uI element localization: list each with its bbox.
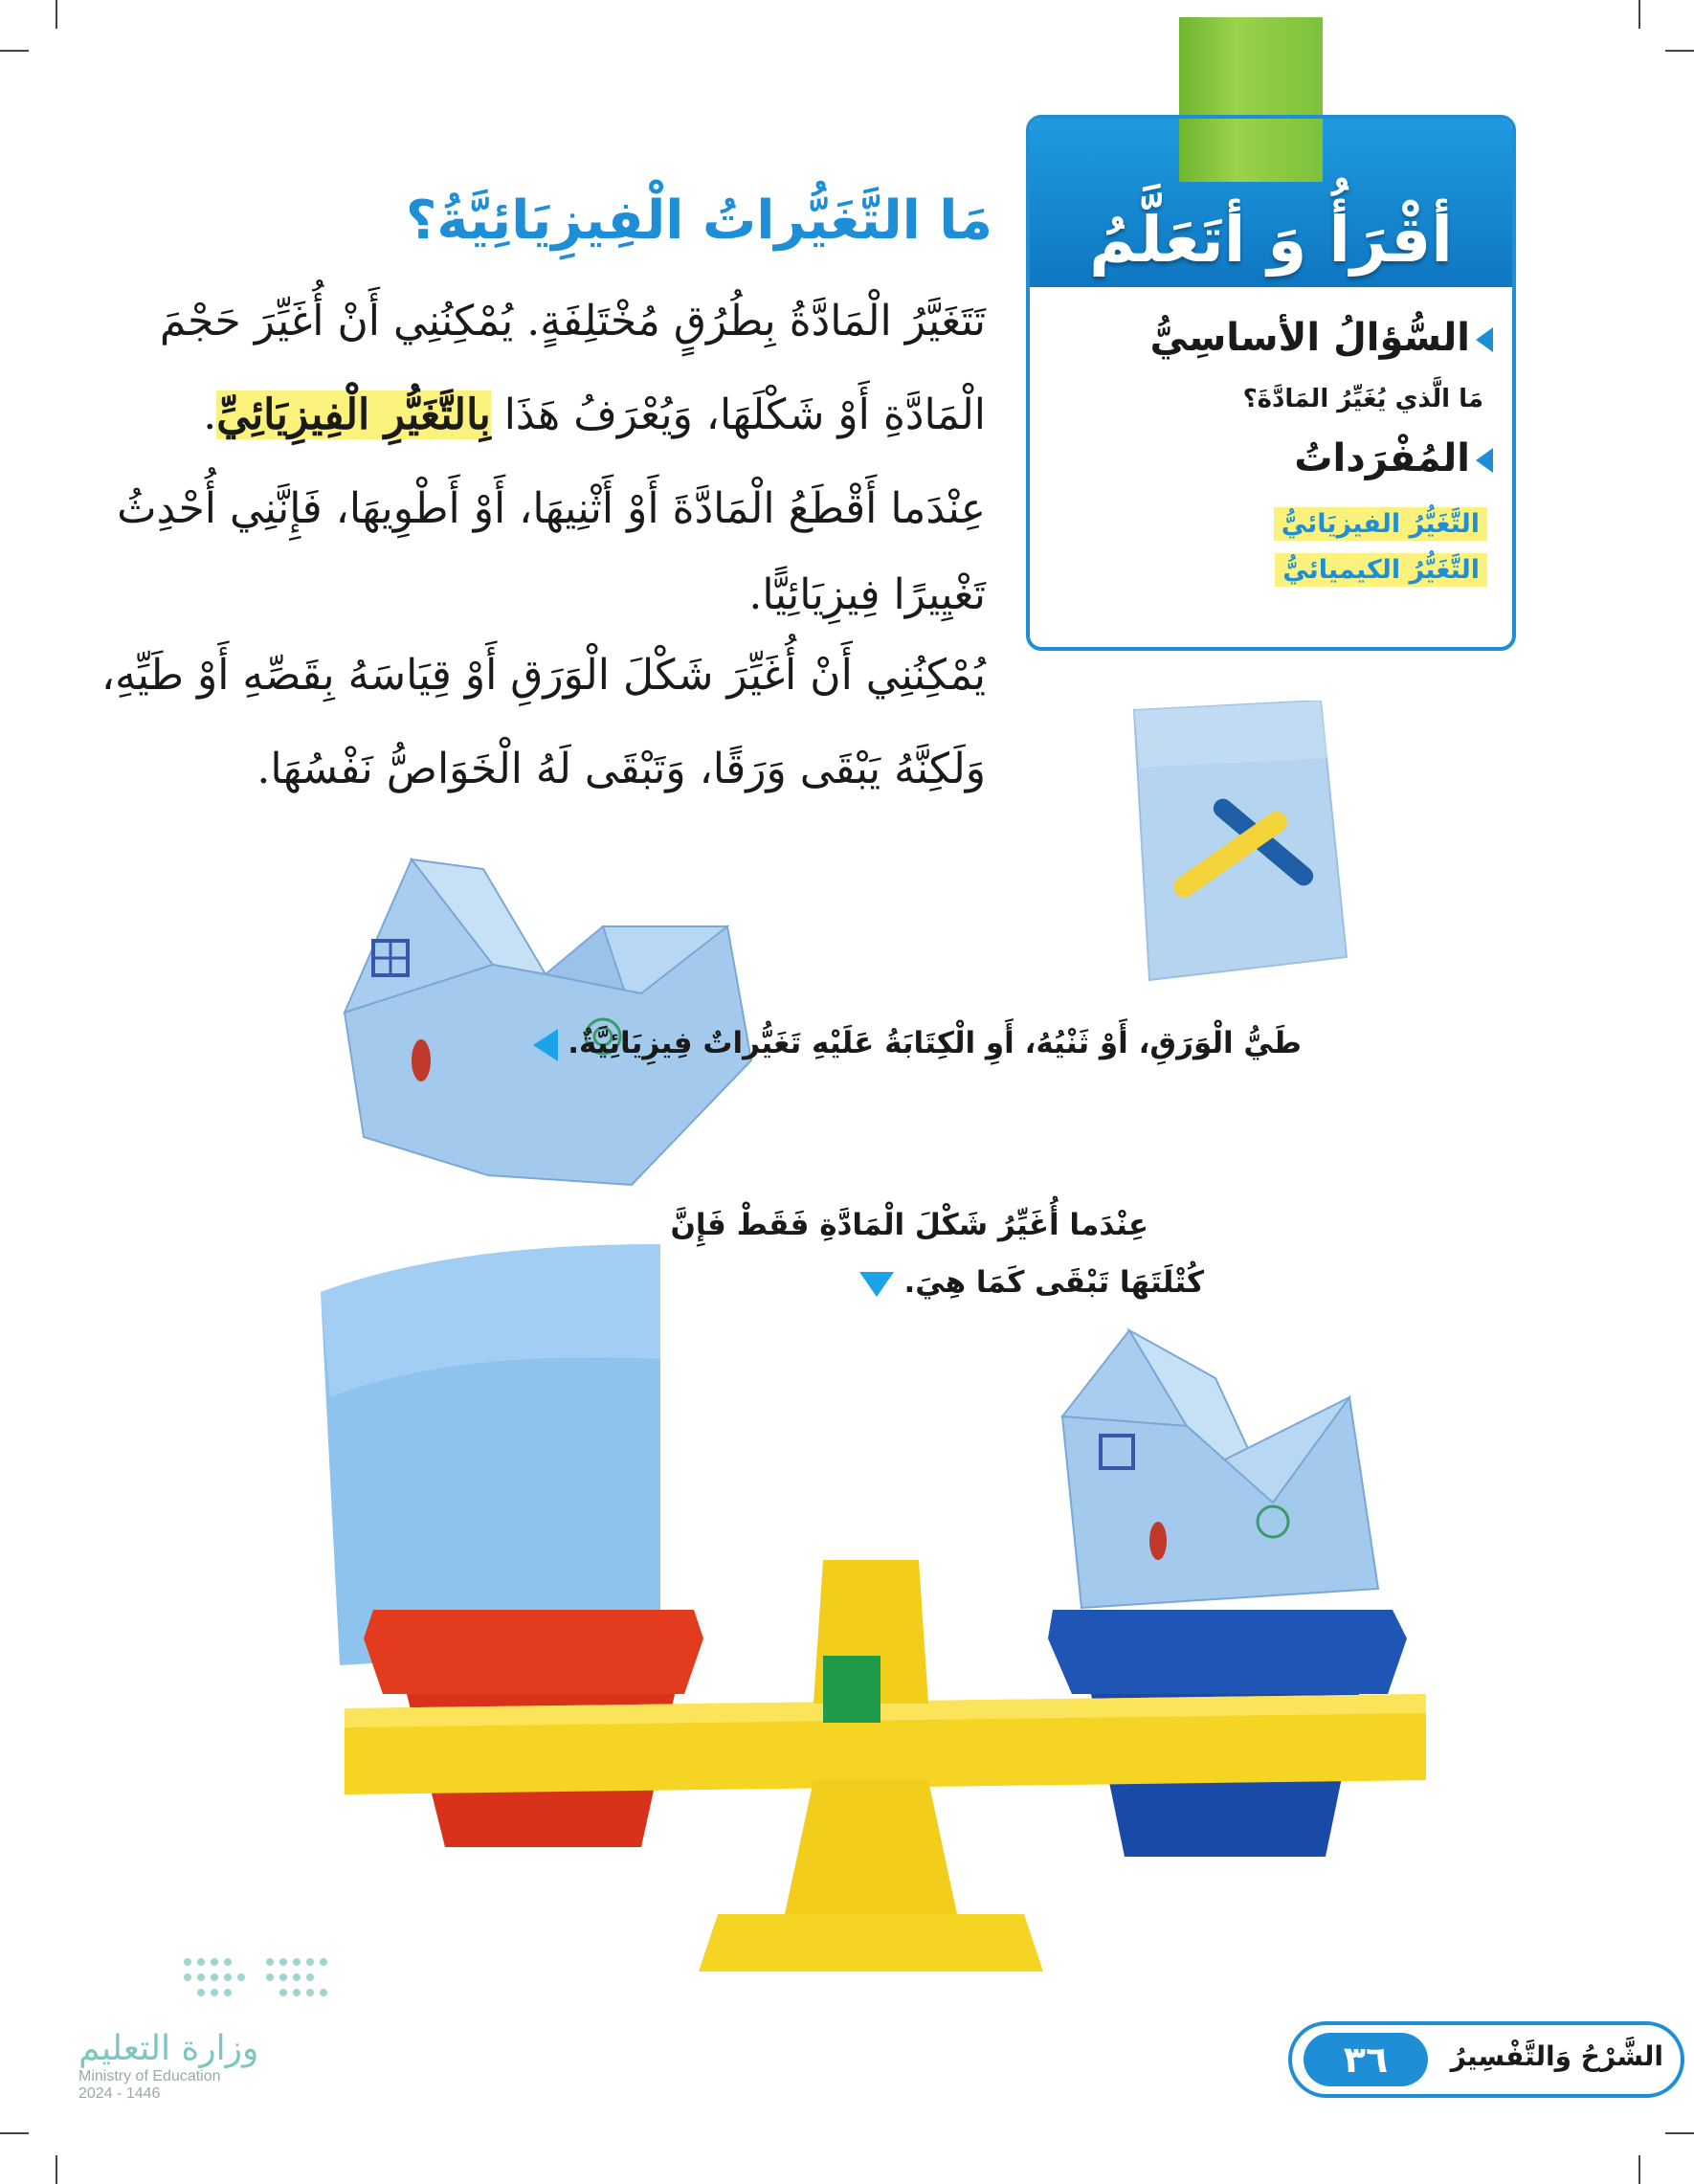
- paper-note-image: [1125, 701, 1354, 988]
- caption-mass-line1: عِنْدَما أُغَيِّرُ شَكْلَ الْمَادَّةِ فَقَطْ فَإِنَّ: [670, 1208, 1148, 1242]
- crop-mark: [1665, 2132, 1694, 2134]
- vocabulary-heading: المُفْرَداتُ: [1294, 436, 1493, 480]
- key-term-highlight: بِالتَّغَيُّرِ الْفِيزِيَائِيِّ: [216, 390, 491, 439]
- crop-mark: [1665, 50, 1694, 52]
- crop-mark: [0, 2132, 29, 2134]
- caption-fold: طَيُّ الْوَرَقِ، أَوْ ثَنْيُهُ، أَوِ الْكِتَابَةُ عَلَيْهِ تَغَيُّراتٌ فِيزِيَائِيَّةٌ.: [533, 1026, 1302, 1061]
- section-heading: مَا التَّغَيُّراتُ الْفِيزِيَائِيَّةُ؟: [405, 189, 992, 252]
- caption-mass-line2: كُتْلَتَهَا تَبْقَى كَمَا هِيَ.: [859, 1265, 1204, 1300]
- paragraph-line: تَغْيِيرًا فِيزِيَائِيًّا.: [748, 570, 986, 619]
- paragraph-line: عِنْدَما أَقْطَعُ الْمَادَّةَ أَوْ أَثْنِيهَا، أَوْ أَطْوِيهَا، فَإِنَّنِي أُحْدِثُ: [117, 484, 986, 533]
- triangle-left-icon: [1476, 327, 1493, 352]
- essential-question: مَا الَّذي يُغَيِّرُ المَادَّةَ؟: [1242, 385, 1483, 413]
- ministry-block: [78, 2029, 327, 2103]
- paragraph-line: يُمْكِنُنِي أَنْ أُغَيِّرَ شَكْلَ الْوَرَقِ أَوْ قِيَاسَهُ بِقَصِّهِ أَوْ طَيِّهِ،: [100, 651, 986, 700]
- ministry-year: 2024 - 1446: [78, 2085, 161, 2102]
- ministry-name-ar: وزارة التعليم: [78, 2029, 259, 2068]
- paragraph-line: تَتَغَيَّرُ الْمَادَّةُ بِطُرُقٍ مُخْتَلِفَةٍ. يُمْكِنُنِي أَنْ أُغَيِّرَ حَجْمَ: [159, 297, 986, 345]
- ministry-dots-logo: [178, 1952, 341, 2010]
- tab-ribbon-overlap: [1179, 119, 1323, 182]
- balance-scale-image: [316, 1244, 1445, 1991]
- crop-mark: [56, 2155, 57, 2184]
- crop-mark: [56, 0, 57, 29]
- triangle-left-icon: [1476, 448, 1493, 473]
- triangle-left-icon: [533, 1029, 558, 1061]
- section-label: الشَّرْحُ وَالتَّفْسِيرُ: [1450, 2040, 1663, 2072]
- vocabulary-term: التَّغَيُّرُ الكيميائيُّ: [1275, 553, 1487, 587]
- crop-mark: [1638, 0, 1640, 29]
- crop-mark: [1638, 2155, 1640, 2184]
- ministry-name-en: Ministry of Education: [78, 2068, 221, 2084]
- crop-mark: [0, 50, 29, 52]
- vocabulary-term: التَّغَيُّرُ الفيزيَائيُّ: [1274, 507, 1487, 541]
- essential-question-heading: السُّؤالُ الأساسِيُّ: [1149, 316, 1493, 360]
- read-learn-card: [1026, 115, 1516, 651]
- paragraph-line: وَلَكِنَّهُ يَبْقَى وَرَقًا، وَتَبْقَى لَهُ الْخَوَاصُّ نَفْسُهَا.: [256, 745, 986, 793]
- read-learn-title: أقْرَأُ وَ أتَعَلَّمُ: [1089, 203, 1453, 277]
- paragraph-line: الْمَادَّةِ أَوْ شَكْلَهَا، وَيُعْرَفُ هَذَا بِالتَّغَيُّرِ الْفِيزِيَائِيِّ.: [203, 390, 986, 439]
- read-learn-header: [1030, 119, 1512, 287]
- footer-section-pill: [1288, 2021, 1684, 2098]
- page-number: ٣٦: [1304, 2033, 1428, 2086]
